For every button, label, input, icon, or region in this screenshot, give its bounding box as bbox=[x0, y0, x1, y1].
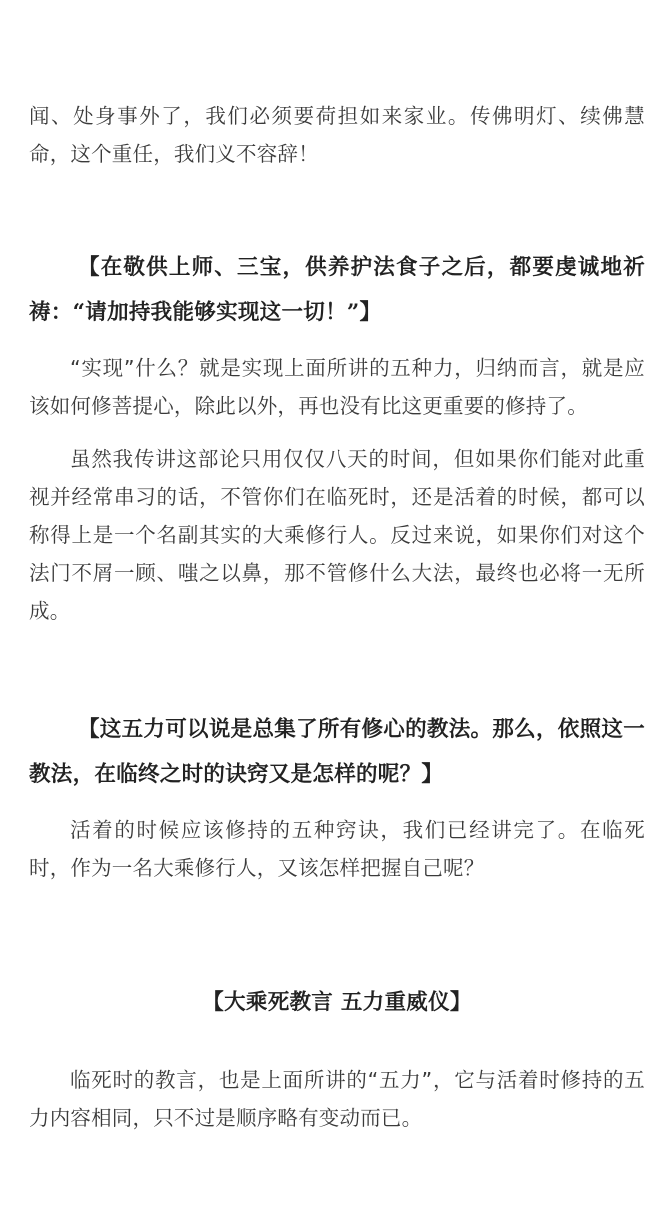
paragraph-continuation: 闻、处身事外了，我们必须要荷担如来家业。传佛明灯、续佛慧命，这个重任，我们义不容辞！ bbox=[29, 104, 645, 166]
section-heading-five-powers: 【这五力可以说是总集了所有修心的教法。那么，依照这一教法，在临终之时的诀窍又是怎样的呢？】 bbox=[29, 717, 645, 787]
paragraph-death-five-powers: 临死时的教言，也是上面所讲的“五力”，它与活着时修持的五力内容相同，只不过是顺序略有变动而已。 bbox=[29, 1068, 645, 1130]
section-heading-death-instructions: 【大乘死教言 五力重威仪】 bbox=[202, 990, 472, 1015]
paragraph-eight-days: 虽然我传讲这部论只用仅仅八天的时间，但如果你们能对此重视并经常串习的话，不管你们在临死时，还是活着的时候，都可以称得上是一个名副其实的大乘修行人。反过来说，如果你们对这个法门不屑一顾、嗤之以鼻，那不管修什么大法，最终也必将一无所成。 bbox=[29, 447, 645, 623]
paragraph-five-instructions: 活着的时候应该修持的五种窍诀，我们已经讲完了。在临死时，作为一名大乘修行人，又该怎样把握自己呢？ bbox=[29, 818, 645, 880]
paragraph-realization: “实现”什么？就是实现上面所讲的五种力，归纳而言，就是应该如何修菩提心，除此以外，再也没有比这更重要的修持了。 bbox=[29, 356, 645, 418]
section-heading-prayer: 【在敬供上师、三宝，供养护法食子之后，都要虔诚地祈祷：“请加持我能够实现这一切！”】 bbox=[29, 255, 645, 325]
